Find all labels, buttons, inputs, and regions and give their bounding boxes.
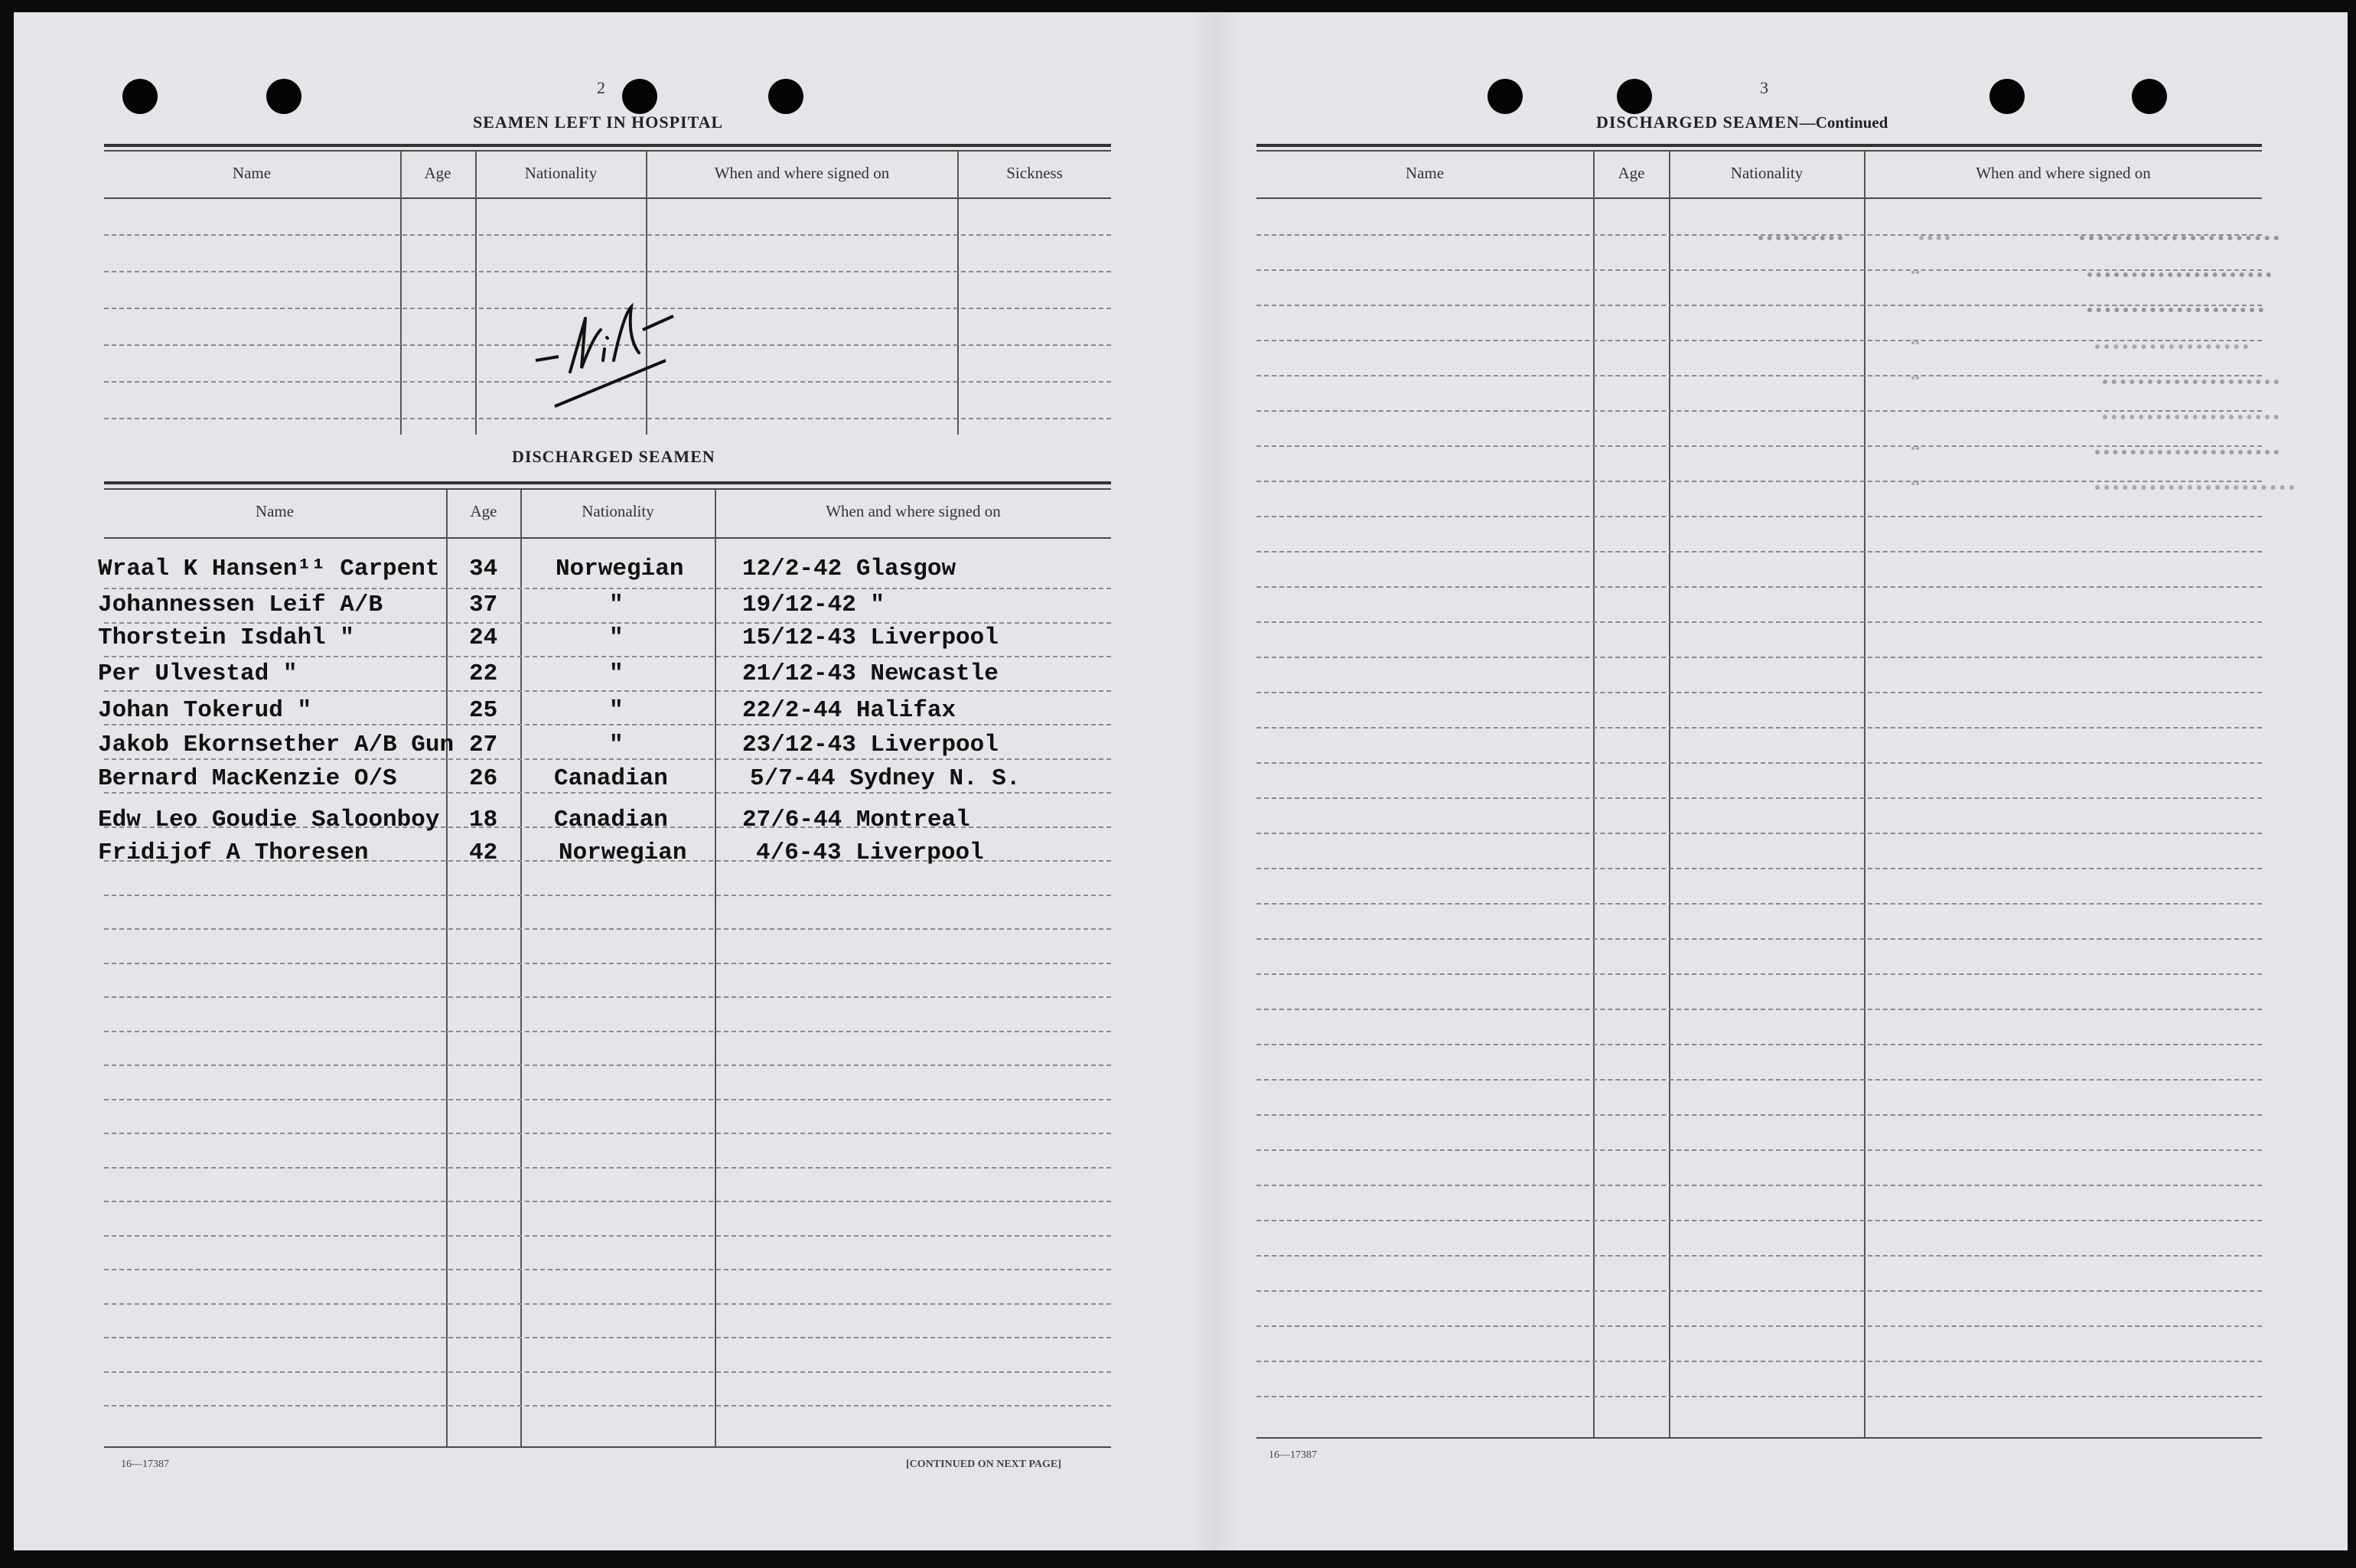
seaman-name: Edw Leo Goudie Saloonboy <box>98 807 440 833</box>
ruled-line <box>104 724 1111 725</box>
show-through-marks <box>1758 223 2294 507</box>
punch-hole <box>266 79 301 114</box>
document-spread <box>14 12 2348 1550</box>
ruled-line <box>1256 1361 2262 1362</box>
seaman-age: 26 <box>469 765 498 792</box>
ruled-line <box>1256 1044 2262 1045</box>
seaman-age: 18 <box>469 807 498 833</box>
seaman-name: Fridijof A Thoresen <box>98 839 369 866</box>
seaman-age: 22 <box>469 660 498 687</box>
seaman-age: 27 <box>469 732 498 758</box>
seaman-nationality: Norwegian <box>556 556 684 582</box>
ruled-line <box>104 996 1111 998</box>
ruled-line <box>104 690 1111 692</box>
punch-hole <box>1989 79 2025 114</box>
seaman-signed-on: 15/12-43 Liverpool <box>742 624 999 651</box>
right-col-age: Age <box>1618 164 1645 182</box>
punch-hole <box>622 79 657 114</box>
seaman-nationality: " <box>609 697 624 724</box>
ruled-line <box>1256 1396 2262 1397</box>
ruled-line <box>1256 657 2262 658</box>
seaman-age: 42 <box>469 839 498 866</box>
ruled-line <box>104 1031 1111 1032</box>
ruled-line <box>1256 1114 2262 1116</box>
discharged-section-title: DISCHARGED SEAMEN <box>512 447 715 466</box>
ruled-line <box>104 1405 1111 1407</box>
seaman-signed-on: 21/12-43 Newcastle <box>742 660 999 687</box>
ruled-line <box>1256 621 2262 623</box>
ruled-line <box>104 1371 1111 1373</box>
punch-hole <box>768 79 803 114</box>
punch-hole <box>122 79 158 114</box>
ruled-line <box>1256 516 2262 517</box>
seaman-name: Jakob Ekornsether A/B Gun <box>98 732 455 758</box>
discharged-col-age: Age <box>470 502 497 520</box>
seaman-signed-on: 12/2-42 Glasgow <box>742 556 956 582</box>
right-section-title <box>1596 112 1888 132</box>
seaman-signed-on: 23/12-43 Liverpool <box>742 732 999 758</box>
ruled-line <box>104 1133 1111 1134</box>
ruled-line <box>1256 762 2262 764</box>
seaman-age: 25 <box>469 697 498 724</box>
ruled-line <box>1256 1149 2262 1151</box>
right-title-main: DISCHARGED SEAMEN <box>1596 112 1800 132</box>
ruled-line <box>1256 797 2262 799</box>
ruled-line <box>104 1269 1111 1270</box>
continued-note: [CONTINUED ON NEXT PAGE] <box>906 1459 1061 1470</box>
discharged-col-signed-on: When and where signed on <box>826 502 1001 520</box>
seaman-nationality: Canadian <box>554 807 668 833</box>
hospital-col-age: Age <box>424 164 451 182</box>
seaman-name: Wraal K Hansen¹¹ Carpent <box>98 556 440 582</box>
seaman-signed-on: 19/12-42 " <box>742 592 885 618</box>
seaman-nationality: Canadian <box>554 765 668 792</box>
ruled-line <box>1256 1079 2262 1081</box>
right-col-nationality: Nationality <box>1730 164 1804 182</box>
ruled-line <box>1256 727 2262 729</box>
ruled-line <box>1256 833 2262 834</box>
hospital-col-signed-on: When and where signed on <box>714 164 890 182</box>
ruled-line <box>1256 1009 2262 1010</box>
seaman-name: Bernard MacKenzie O/S <box>98 765 397 792</box>
hospital-section-title: SEAMEN LEFT IN HOSPITAL <box>473 112 724 132</box>
ruled-line <box>104 1064 1111 1066</box>
ruled-line <box>1256 1290 2262 1292</box>
ruled-line <box>1256 973 2262 975</box>
ruled-line <box>1256 868 2262 869</box>
seaman-signed-on: 27/6-44 Montreal <box>742 807 970 833</box>
punch-hole <box>1488 79 1523 114</box>
ruled-line <box>1256 1325 2262 1327</box>
ruled-line <box>104 588 1111 589</box>
ruled-line <box>1256 586 2262 588</box>
seaman-name: Per Ulvestad " <box>98 660 298 687</box>
ruled-line <box>1256 1220 2262 1221</box>
page-number: 3 <box>1760 78 1768 97</box>
seaman-age: 37 <box>469 592 498 618</box>
ruled-line <box>104 1337 1111 1338</box>
ruled-line <box>104 928 1111 930</box>
hospital-col-sickness: Sickness <box>1006 164 1063 182</box>
ruled-line <box>104 1303 1111 1305</box>
seaman-signed-on: 4/6-43 Liverpool <box>756 839 984 866</box>
seaman-nationality: Norwegian <box>559 839 687 866</box>
page-number: 2 <box>597 78 605 97</box>
seaman-name: Johan Tokerud " <box>98 697 312 724</box>
right-title-suffix: —Continued <box>1799 113 1888 132</box>
discharged-col-name: Name <box>255 502 295 520</box>
ruled-line <box>104 1235 1111 1237</box>
ruled-line <box>104 1099 1111 1100</box>
ruled-line <box>1256 938 2262 940</box>
handwritten-nil <box>528 284 696 414</box>
ruled-line <box>1256 551 2262 553</box>
ruled-line <box>1256 1185 2262 1186</box>
ruled-line <box>1256 1255 2262 1257</box>
ruled-line <box>104 792 1111 794</box>
ruled-line <box>104 656 1111 657</box>
page-fold <box>1192 12 1238 1550</box>
seaman-signed-on: 5/7-44 Sydney N. S. <box>750 765 1021 792</box>
ruled-line <box>104 895 1111 896</box>
ruled-line <box>104 1201 1111 1202</box>
seaman-nationality: " <box>609 660 624 687</box>
seaman-signed-on: 22/2-44 Halifax <box>742 697 956 724</box>
right-col-signed-on: When and where signed on <box>1976 164 2151 182</box>
punch-hole <box>1617 79 1652 114</box>
seaman-nationality: " <box>609 592 624 618</box>
seaman-age: 24 <box>469 624 498 651</box>
hospital-col-nationality: Nationality <box>524 164 598 182</box>
ruled-line <box>1256 903 2262 905</box>
ruled-line <box>104 963 1111 964</box>
punch-hole <box>2132 79 2167 114</box>
seaman-name: Johannessen Leif A/B <box>98 592 383 618</box>
seaman-age: 34 <box>469 556 498 582</box>
seaman-nationality: " <box>609 732 624 758</box>
ruled-line <box>104 622 1111 624</box>
ruled-line <box>104 1167 1111 1169</box>
right-col-name: Name <box>1405 164 1445 182</box>
seaman-nationality: " <box>609 624 624 651</box>
discharged-col-nationality: Nationality <box>582 502 654 520</box>
seaman-name: Thorstein Isdahl " <box>98 624 354 651</box>
hospital-col-name: Name <box>232 164 272 182</box>
ruled-line <box>1256 692 2262 693</box>
form-number: 16—17387 <box>121 1459 169 1470</box>
form-number: 16—17387 <box>1269 1449 1317 1461</box>
